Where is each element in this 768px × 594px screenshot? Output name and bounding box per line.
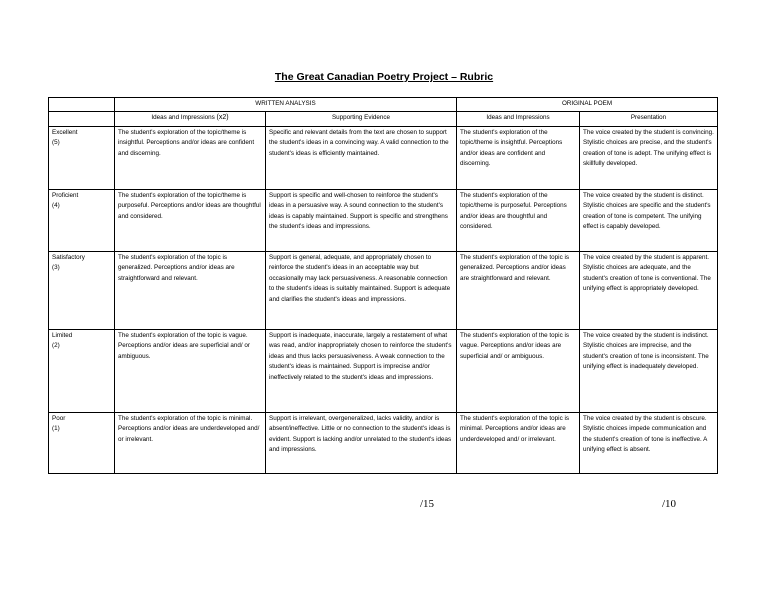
level-cell xyxy=(49,413,115,474)
poem-ideas-cell: The student's exploration of the topic/theme is purposeful. Perceptions and/or ideas are thoughtful and considered. xyxy=(457,190,580,252)
corner-cell xyxy=(49,98,115,112)
table-row xyxy=(49,252,718,330)
level-score: (4) xyxy=(52,202,60,210)
original-poem-total: /10 xyxy=(662,498,677,510)
level-name: Proficient xyxy=(52,192,79,199)
evidence-cell: Specific and relevant details from the text are chosen to support the student's ideas in a convincing way. A valid connection to the student's ideas is efficiently maintained. xyxy=(266,127,457,190)
level-cell xyxy=(49,330,115,413)
level-name: Limited xyxy=(52,332,73,339)
level-name: Excellent xyxy=(52,129,78,136)
level-cell xyxy=(49,190,115,252)
presentation-column-header: Presentation xyxy=(580,112,718,127)
group-header-row xyxy=(49,98,718,112)
rubric-table xyxy=(48,97,718,474)
original-poem-header: ORIGINAL POEM xyxy=(457,98,718,112)
presentation-cell: The voice created by the student is convincing. Stylistic choices are precise, and the student's creation of tone is adept. The unifying effect is skillfully developed. xyxy=(580,127,718,190)
evidence-cell: Support is specific and well-chosen to reinforce the student's ideas in a persuasive way. A sound connection to the student's ideas is capably maintained. Support is specific and strengthens the student's ideas and impressions. xyxy=(266,190,457,252)
ideas-multiplier: (x2) xyxy=(216,114,229,121)
evidence-cell: Support is general, adequate, and appropriately chosen to reinforce the student's ideas in an acceptable way but occasionally may lack persuasiveness. A reasonable connection to the student's ideas is suitably maintained. Support is adequate and clarifies the student's ideas and impressions. xyxy=(266,252,457,330)
ideas-cell: The student's exploration of the topic is generalized. Perceptions and/or ideas are straightforward and relevant. xyxy=(115,252,266,330)
evidence-cell: Support is irrelevant, overgeneralized, lacks validity, and/or is absent/ineffective. Little or no connection to the student's ideas is evident. Support is lacking and/or unrelated to the student's ideas and impressions. xyxy=(266,413,457,474)
level-score: (2) xyxy=(52,342,60,350)
poem-ideas-cell: The student's exploration of the topic is minimal. Perceptions and/or ideas are underdeveloped and/ or irrelevant. xyxy=(457,413,580,474)
level-cell xyxy=(49,252,115,330)
presentation-cell: The voice created by the student is apparent. Stylistic choices are adequate, and the student's creation of tone is conventional. The unifying effect is appropriately developed. xyxy=(580,252,718,330)
presentation-cell: The voice created by the student is indistinct. Stylistic choices are imprecise, and the student's creation of tone is inconsistent. The unifying effect is inadequately developed. xyxy=(580,330,718,413)
ideas-cell: The student's exploration of the topic/theme is insightful. Perceptions and/or ideas are confident and discerning. xyxy=(115,127,266,190)
level-score: (1) xyxy=(52,425,60,433)
table-row xyxy=(49,127,718,190)
level-header-cell xyxy=(49,112,115,127)
presentation-cell: The voice created by the student is distinct. Stylistic choices are specific and the student's creation of tone is competent. The unifying effect is capably developed. xyxy=(580,190,718,252)
written-analysis-total: /15 xyxy=(420,498,435,510)
evidence-cell: Support is inadequate, inaccurate, largely a restatement of what was read, and/or inappropriately chosen to reinforce the student's ideas and thus lacks persuasiveness. A weak connection to the student's ideas is maintained. Support is imprecise and/or ineffectively related to the student's ideas and impressions. xyxy=(266,330,457,413)
poem-ideas-cell: The student's exploration of the topic is vague. Perceptions and/or ideas are superficial and/ or ambiguous. xyxy=(457,330,580,413)
ideas-column-header xyxy=(115,112,266,127)
level-name: Satisfactory xyxy=(52,254,85,261)
ideas-column-label: Ideas and Impressions xyxy=(151,114,215,121)
column-header-row xyxy=(49,112,718,127)
level-name: Poor xyxy=(52,415,66,422)
poem-ideas-column-header: Ideas and Impressions xyxy=(457,112,580,127)
presentation-cell: The voice created by the student is obscure. Stylistic choices impede communication and the student's creation of tone is ineffective. A unifying effect is absent. xyxy=(580,413,718,474)
poem-ideas-cell: The student's exploration of the topic is generalized. Perceptions and/or ideas are straightforward and relevant. xyxy=(457,252,580,330)
ideas-cell: The student's exploration of the topic/theme is purposeful. Perceptions and/or ideas are thoughtful and considered. xyxy=(115,190,266,252)
level-score: (5) xyxy=(52,139,60,147)
level-cell xyxy=(49,127,115,190)
table-row xyxy=(49,330,718,413)
table-row xyxy=(49,190,718,252)
written-analysis-header: WRITTEN ANALYSIS xyxy=(115,98,457,112)
table-row xyxy=(49,413,718,474)
ideas-cell: The student's exploration of the topic is vague. Perceptions and/or ideas are superficial and/ or ambiguous. xyxy=(115,330,266,413)
ideas-cell: The student's exploration of the topic is minimal. Perceptions and/or ideas are underdeveloped and/ or irrelevant. xyxy=(115,413,266,474)
level-score: (3) xyxy=(52,264,60,272)
poem-ideas-cell: The student's exploration of the topic/theme is insightful. Perceptions and/or ideas are confident and discerning. xyxy=(457,127,580,190)
document-title: The Great Canadian Poetry Project – Rubric xyxy=(274,71,494,83)
evidence-column-header: Supporting Evidence xyxy=(266,112,457,127)
